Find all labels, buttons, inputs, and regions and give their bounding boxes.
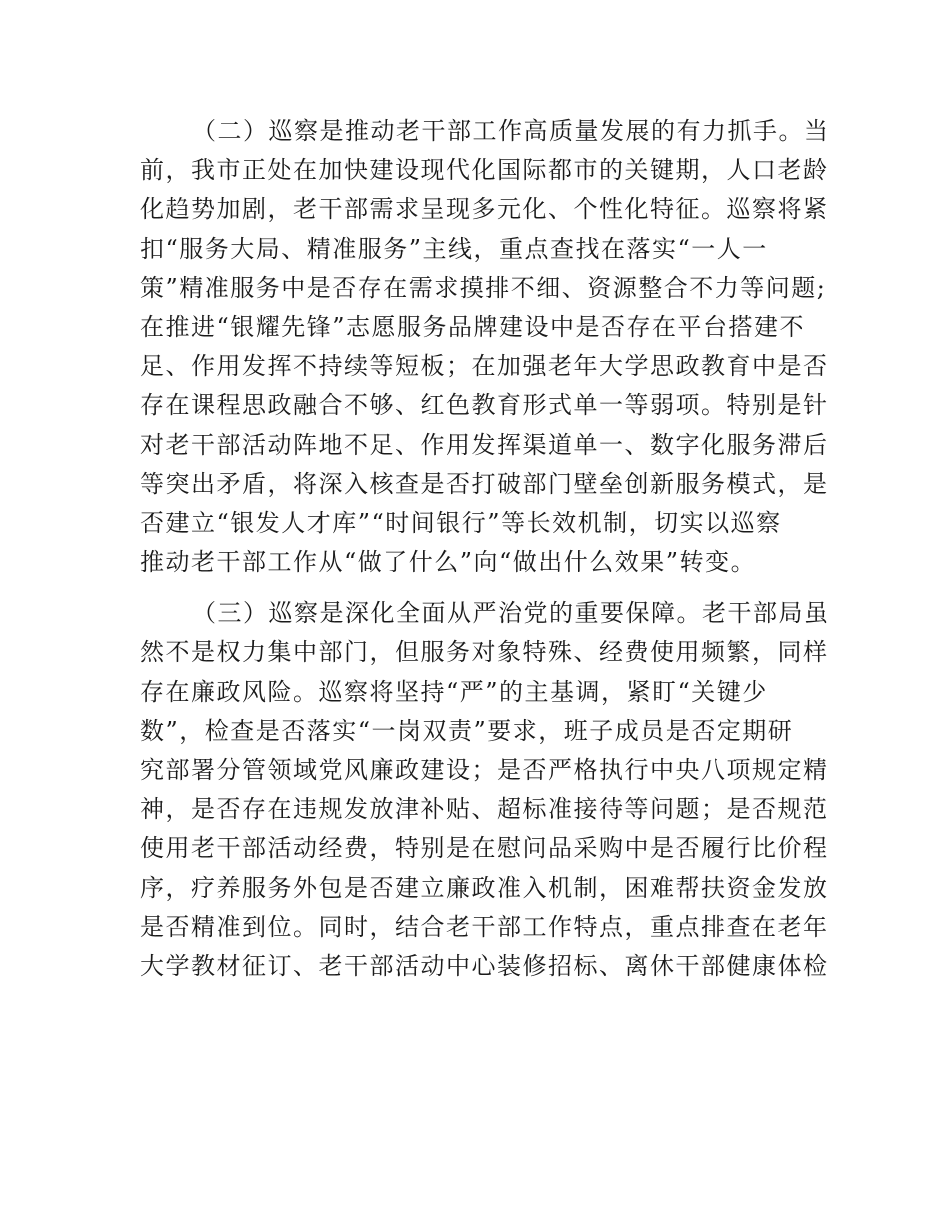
paragraph-line: （二）巡察是推动老干部工作高质量发展的有力抓手。当 — [192, 117, 830, 145]
paragraph-3 — [140, 594, 830, 986]
document-body — [140, 112, 830, 986]
paragraph-line: 是否精准到位。同时，结合老干部工作特点，重点排查在老年 — [140, 912, 829, 941]
paragraph-line: 足、作用发挥不持续等短板；在加强老年大学思政教育中是否 — [140, 352, 829, 381]
paragraph-line: 扣“服务大局、精准服务”主线，重点查找在落实“一人一 — [140, 234, 768, 263]
paragraph-line: 神，是否存在违规发放津补贴、超标准接待等问题；是否规范 — [140, 795, 829, 824]
paragraph-line: 然不是权力集中部门，但服务对象特殊、经费使用频繁，同样 — [140, 638, 829, 667]
paragraph-2 — [140, 112, 830, 582]
paragraph-line: 究部署分管领域党风廉政建设；是否严格执行中央八项规定精 — [140, 756, 829, 784]
paragraph-line: 使用老干部活动经费，特别是在慰问品采购中是否履行比价程 — [140, 834, 829, 863]
paragraph-line: 推动老干部工作从“做了什么”向“做出什么效果”转变。 — [140, 548, 757, 577]
paragraph-spacer — [140, 582, 820, 594]
paragraph-line: （三）巡察是深化全面从严治党的重要保障。老干部局虽 — [192, 599, 830, 628]
paragraph-line: 存在课程思政融合不够、红色教育形式单一等弱项。特别是针 — [140, 391, 829, 420]
paragraph-line: 否建立“银发人才库”“时间银行”等长效机制，切实以巡察 — [140, 508, 782, 537]
paragraph-line: 数”，检查是否落实“一岗双责”要求，班子成员是否定期研 — [140, 716, 794, 745]
paragraph-line: 策”精准服务中是否存在需求摸排不细、资源整合不力等问题; — [140, 273, 827, 302]
paragraph-line: 存在廉政风险。巡察将坚持“严”的主基调，紧盯“关键少 — [140, 677, 768, 706]
paragraph-line: 前，我市正处在加快建设现代化国际都市的关键期，人口老龄 — [140, 156, 829, 185]
paragraph-line: 对老干部活动阵地不足、作用发挥渠道单一、数字化服务滞后 — [140, 430, 829, 459]
paragraph-line: 大学教材征订、老干部活动中心装修招标、离休干部健康体检 — [140, 951, 829, 980]
paragraph-line: 在推进“银耀先锋”志愿服务品牌建设中是否存在平台搭建不 — [140, 312, 806, 341]
paragraph-line: 等突出矛盾，将深入核查是否打破部门壁垒创新服务模式，是 — [140, 469, 829, 498]
paragraph-line: 化趋势加剧，老干部需求呈现多元化、个性化特征。巡察将紧 — [140, 195, 829, 224]
paragraph-line: 序，疗养服务外包是否建立廉政准入机制，困难帮扶资金发放 — [140, 873, 829, 902]
